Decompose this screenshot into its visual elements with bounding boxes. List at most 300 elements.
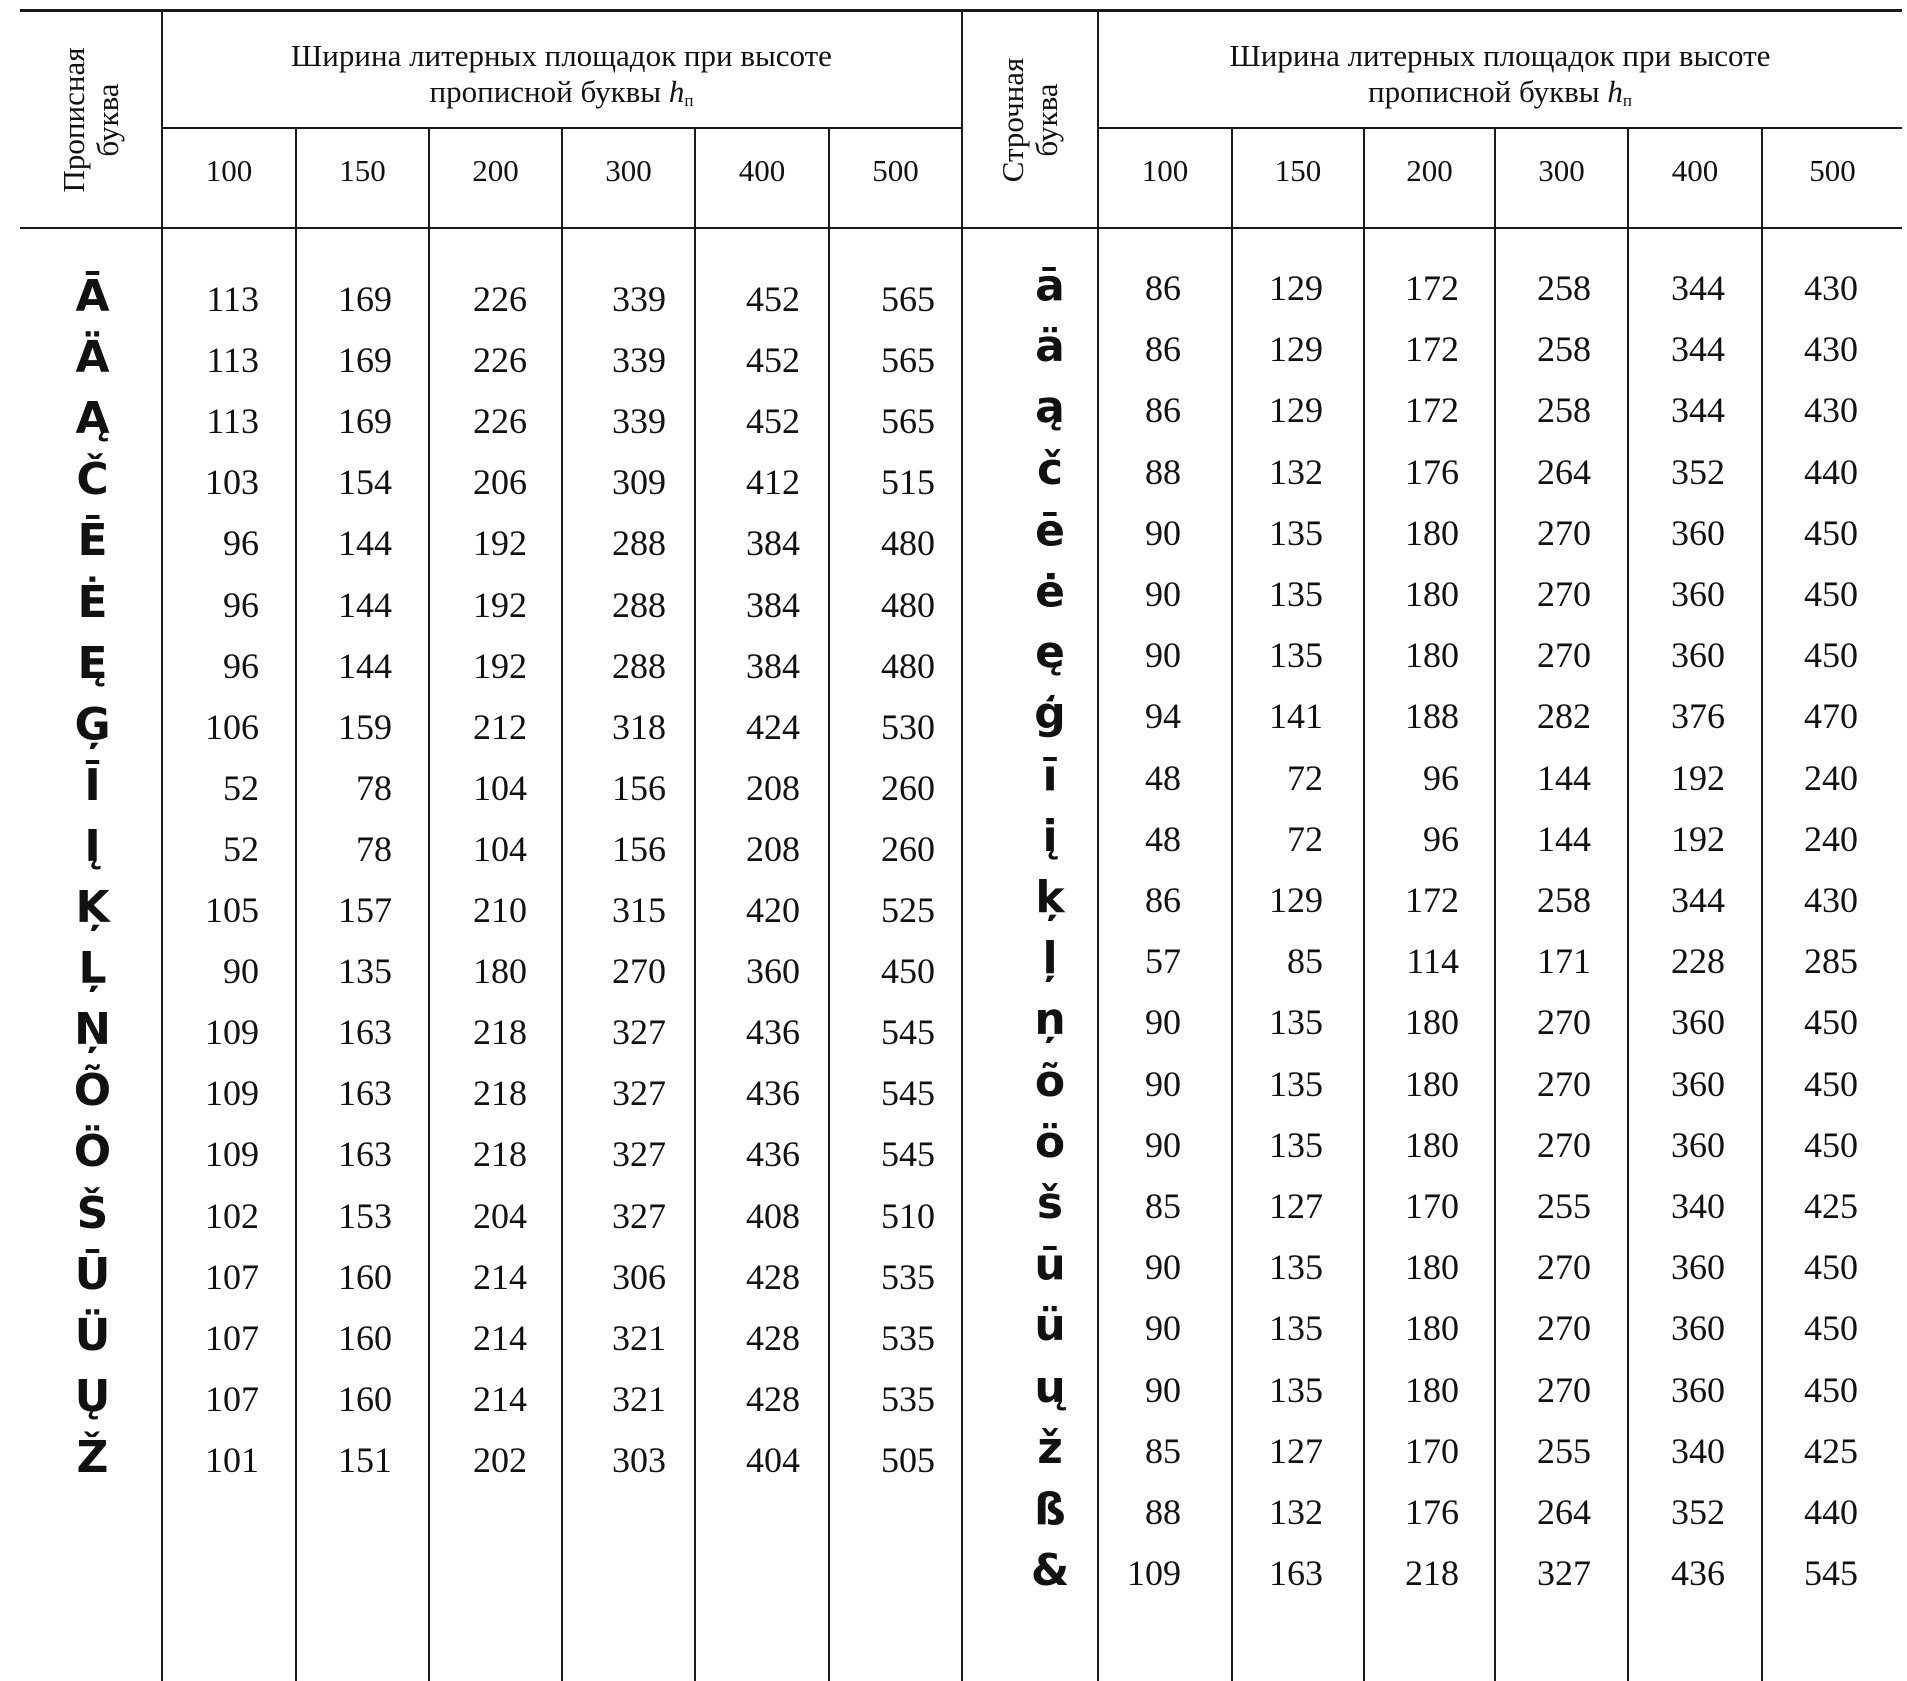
uppercase-width-cell: 78	[356, 828, 392, 869]
uppercase-width-cell: 404	[746, 1439, 800, 1480]
uppercase-width-cell: 339	[612, 340, 666, 381]
lowercase-width-cell: 430	[1804, 268, 1858, 308]
uppercase-width-cell: 428	[746, 1256, 800, 1297]
lowercase-letter: ū	[1034, 1239, 1066, 1291]
uppercase-width-cell: 144	[338, 645, 392, 686]
uppercase-width-cell: 480	[881, 584, 935, 625]
lowercase-width-cell: 180	[1405, 635, 1459, 676]
uppercase-width-cell: 288	[612, 645, 666, 686]
lowercase-width-cell: 436	[1671, 1553, 1725, 1594]
upper-size-header: 200	[472, 153, 519, 188]
lowercase-width-cell: 135	[1269, 1124, 1323, 1165]
lowercase-width-cell: 86	[1145, 268, 1181, 308]
uppercase-width-cell: 428	[746, 1378, 800, 1419]
lowercase-width-cell: 360	[1671, 1369, 1725, 1410]
lowercase-width-cell: 88	[1145, 1492, 1181, 1532]
lowercase-letter: ų	[1034, 1361, 1066, 1413]
lowercase-width-cell: 270	[1537, 1308, 1591, 1349]
lowercase-letter: ę	[1035, 627, 1065, 679]
uppercase-width-cell: 78	[356, 767, 392, 808]
uppercase-letter: Ų	[74, 1370, 111, 1422]
uppercase-width-cell: 157	[338, 890, 392, 930]
uppercase-width-cell: 545	[881, 1134, 935, 1175]
upper-size-header: 150	[339, 153, 386, 188]
uppercase-width-cell: 226	[473, 279, 527, 319]
uppercase-width-cell: 327	[612, 1195, 666, 1236]
lowercase-letter: ķ	[1035, 872, 1065, 923]
uppercase-width-cell: 192	[473, 584, 527, 625]
lowercase-width-cell: 180	[1405, 1063, 1459, 1104]
uppercase-width-cell: 565	[881, 401, 935, 442]
uppercase-width-cell: 510	[881, 1195, 935, 1236]
uppercase-width-cell: 204	[473, 1195, 527, 1236]
uppercase-width-cell: 306	[612, 1256, 666, 1297]
lowercase-width-cell: 144	[1537, 818, 1591, 859]
lowercase-width-cell: 129	[1269, 329, 1323, 370]
lowercase-width-cell: 90	[1145, 1247, 1181, 1288]
lowercase-width-cell: 270	[1537, 574, 1591, 614]
lowercase-letter: č	[1036, 443, 1064, 495]
uppercase-width-cell: 156	[612, 828, 666, 869]
lowercase-width-cell: 360	[1671, 574, 1725, 614]
lowercase-width-cell: 135	[1269, 1002, 1323, 1043]
lowercase-width-cell: 90	[1145, 1063, 1181, 1104]
uppercase-width-cell: 169	[338, 340, 392, 381]
lowercase-width-cell: 270	[1537, 1247, 1591, 1288]
uppercase-width-cell: 169	[338, 401, 392, 442]
lowercase-letter-header: Строчная буква	[995, 57, 1064, 182]
uppercase-width-cell: 113	[206, 401, 259, 442]
lowercase-width-cell: 545	[1804, 1553, 1858, 1594]
lowercase-width-cell: 192	[1671, 818, 1725, 859]
uppercase-width-cell: 104	[473, 767, 527, 808]
section-divider	[961, 9, 963, 1681]
lowercase-width-cell: 450	[1804, 635, 1858, 676]
lowercase-width-cell: 85	[1287, 941, 1323, 982]
lowercase-letter: ž	[1037, 1422, 1063, 1474]
uppercase-width-cell: 545	[881, 1073, 935, 1114]
uppercase-width-cell: 321	[612, 1378, 666, 1419]
lowercase-width-cell: 90	[1145, 1124, 1181, 1165]
uppercase-width-cell: 424	[746, 706, 800, 747]
lowercase-width-cell: 135	[1269, 512, 1323, 553]
uppercase-width-cell: 105	[205, 890, 259, 930]
lowercase-width-cell: 127	[1269, 1430, 1323, 1471]
lowercase-width-cell: 327	[1537, 1553, 1591, 1594]
lowercase-width-cell: 450	[1804, 1308, 1858, 1349]
uppercase-width-cell: 218	[473, 1134, 527, 1175]
lowercase-letter: ą	[1035, 382, 1065, 434]
lowercase-width-cell: 258	[1537, 880, 1591, 920]
uppercase-width-cell: 104	[473, 828, 527, 869]
lowercase-width-cell: 344	[1671, 268, 1725, 308]
lowercase-width-cell: 180	[1405, 1124, 1459, 1165]
uppercase-width-cell: 160	[338, 1317, 392, 1358]
uppercase-width-cell: 288	[612, 584, 666, 625]
lowercase-letter: ß	[1034, 1484, 1066, 1535]
uppercase-width-cell: 480	[881, 645, 935, 686]
uppercase-width-cell: 107	[205, 1378, 259, 1419]
lowercase-width-cell: 360	[1671, 1247, 1725, 1288]
lowercase-width-cell: 72	[1287, 757, 1323, 798]
uppercase-letter: Ö	[73, 1126, 112, 1178]
lowercase-width-cell: 282	[1537, 696, 1591, 737]
lowercase-width-cell: 90	[1145, 574, 1181, 614]
lowercase-letter: ē	[1035, 504, 1065, 556]
lowercase-width-cell: 450	[1804, 1063, 1858, 1104]
lowercase-width-cell: 240	[1804, 757, 1858, 798]
lowercase-width-cell: 425	[1804, 1186, 1858, 1226]
lowercase-width-cell: 180	[1405, 574, 1459, 614]
lowercase-width-cell: 344	[1671, 329, 1725, 370]
lowercase-width-cell: 90	[1145, 512, 1181, 553]
lowercase-width-cell: 170	[1405, 1430, 1459, 1471]
uppercase-width-cell: 218	[473, 1073, 527, 1114]
lowercase-width-cell: 86	[1145, 390, 1181, 431]
lowercase-width-cell: 172	[1405, 268, 1459, 308]
lowercase-width-cell: 72	[1287, 818, 1323, 859]
lowercase-width-cell: 430	[1804, 329, 1858, 370]
lowercase-width-cell: 144	[1537, 757, 1591, 798]
lowercase-width-cell: 344	[1671, 390, 1725, 431]
uppercase-width-cell: 101	[205, 1439, 259, 1480]
lowercase-width-cell: 285	[1804, 941, 1858, 982]
uppercase-width-cell: 113	[206, 340, 259, 381]
uppercase-letter: Ā	[75, 271, 110, 322]
lowercase-width-cell: 340	[1671, 1430, 1725, 1471]
lowercase-width-cell: 258	[1537, 329, 1591, 370]
lowercase-letter: š	[1036, 1178, 1064, 1229]
lowercase-letter: į	[1042, 810, 1058, 862]
lowercase-width-cell: 48	[1145, 757, 1181, 798]
uppercase-width-cell: 208	[746, 767, 800, 808]
uppercase-width-cell: 151	[338, 1439, 392, 1480]
uppercase-width-cell: 218	[473, 1012, 527, 1053]
lowercase-width-cell: 135	[1269, 1063, 1323, 1104]
uppercase-width-cell: 480	[881, 523, 935, 564]
lower-size-header: 100	[1141, 153, 1189, 188]
uppercase-width-cell: 202	[473, 1439, 527, 1480]
lowercase-letter: ü	[1034, 1300, 1066, 1352]
uppercase-width-cell: 154	[338, 462, 392, 503]
uppercase-width-cell: 452	[746, 340, 800, 381]
uppercase-width-cell: 206	[473, 462, 527, 503]
uppercase-width-cell: 208	[746, 828, 800, 869]
lowercase-width-cell: 127	[1269, 1186, 1323, 1226]
uppercase-width-cell: 565	[881, 340, 935, 381]
lowercase-width-cell: 86	[1145, 329, 1181, 370]
uppercase-width-cell: 96	[223, 645, 259, 686]
lowercase-width-cell: 96	[1423, 818, 1459, 859]
lowercase-width-cell: 163	[1269, 1553, 1323, 1594]
uppercase-width-cell: 535	[881, 1378, 935, 1419]
uppercase-width-cell: 144	[338, 584, 392, 625]
lowercase-width-cell: 176	[1405, 1492, 1459, 1532]
lowercase-width-cell: 360	[1671, 512, 1725, 553]
uppercase-width-cell: 103	[205, 462, 259, 503]
lowercase-width-cell: 240	[1804, 818, 1858, 859]
uppercase-letter: Ī	[84, 759, 101, 811]
lowercase-width-cell: 135	[1269, 1247, 1323, 1288]
uppercase-width-cell: 260	[881, 828, 935, 869]
uppercase-width-cell: 160	[338, 1256, 392, 1297]
lowercase-width-cell: 180	[1405, 1002, 1459, 1043]
right-group-title: Ширина литерных площадок при высоте прописной буквы $h_п$	[1229, 38, 1771, 110]
uppercase-letter: Ļ	[78, 943, 107, 995]
uppercase-letter: Į	[84, 820, 101, 872]
uppercase-letter: Š	[76, 1187, 109, 1239]
lower-size-header: 200	[1406, 153, 1453, 188]
lowercase-width-cell: 85	[1145, 1186, 1181, 1226]
lowercase-width-cell: 132	[1269, 451, 1323, 492]
lowercase-width-cell: 360	[1671, 1002, 1725, 1043]
uppercase-width-cell: 159	[338, 706, 392, 747]
upper-size-header: 300	[605, 153, 652, 188]
lowercase-width-cell: 360	[1671, 1124, 1725, 1165]
lowercase-width-cell: 376	[1671, 696, 1725, 737]
uppercase-width-cell: 384	[746, 523, 800, 564]
lowercase-width-cell: 88	[1145, 451, 1181, 492]
lowercase-letter: ī	[1042, 749, 1058, 801]
uppercase-width-cell: 412	[746, 462, 800, 503]
uppercase-width-cell: 96	[223, 523, 259, 564]
lowercase-width-cell: 96	[1423, 757, 1459, 798]
uppercase-letter: Ą	[75, 393, 110, 445]
uppercase-width-cell: 270	[612, 951, 666, 992]
uppercase-width-cell: 545	[881, 1012, 935, 1053]
lowercase-width-cell: 180	[1405, 1369, 1459, 1410]
lowercase-width-cell: 86	[1145, 880, 1181, 920]
uppercase-width-cell: 102	[205, 1195, 259, 1236]
lowercase-width-cell: 188	[1405, 696, 1459, 737]
uppercase-width-cell: 135	[338, 951, 392, 992]
lowercase-width-cell: 135	[1269, 1308, 1323, 1349]
lowercase-letter: ė	[1035, 566, 1065, 617]
lowercase-width-cell: 176	[1405, 451, 1459, 492]
uppercase-width-cell: 327	[612, 1134, 666, 1175]
lowercase-width-cell: 170	[1405, 1186, 1459, 1226]
uppercase-width-cell: 226	[473, 340, 527, 381]
uppercase-width-cell: 420	[746, 890, 800, 930]
lowercase-width-cell: 255	[1537, 1186, 1591, 1226]
lowercase-width-cell: 90	[1145, 1369, 1181, 1410]
uppercase-letter: Ę	[77, 637, 108, 689]
lowercase-width-cell: 270	[1537, 1063, 1591, 1104]
uppercase-width-cell: 535	[881, 1256, 935, 1297]
uppercase-width-cell: 384	[746, 645, 800, 686]
lowercase-letter: ņ	[1034, 994, 1066, 1046]
lowercase-width-cell: 171	[1537, 941, 1591, 982]
lowercase-width-cell: 90	[1145, 635, 1181, 676]
uppercase-width-cell: 436	[746, 1134, 800, 1175]
uppercase-width-cell: 156	[612, 767, 666, 808]
lowercase-width-cell: 114	[1406, 941, 1459, 982]
lowercase-width-cell: 360	[1671, 1308, 1725, 1349]
uppercase-width-cell: 436	[746, 1012, 800, 1053]
lowercase-width-cell: 129	[1269, 268, 1323, 308]
uppercase-width-cell: 169	[338, 279, 392, 319]
uppercase-width-cell: 530	[881, 706, 935, 747]
uppercase-width-cell: 339	[612, 401, 666, 442]
lowercase-width-cell: 109	[1127, 1553, 1181, 1594]
uppercase-width-cell: 315	[612, 890, 666, 930]
lowercase-width-cell: 270	[1537, 635, 1591, 676]
lowercase-width-cell: 172	[1405, 329, 1459, 370]
lowercase-width-cell: 228	[1671, 941, 1725, 982]
lowercase-width-cell: 352	[1671, 1492, 1725, 1532]
lowercase-width-cell: 352	[1671, 451, 1725, 492]
uppercase-width-cell: 408	[746, 1195, 800, 1236]
uppercase-width-cell: 360	[746, 951, 800, 992]
lowercase-width-cell: 258	[1537, 268, 1591, 308]
lower-size-header: 500	[1809, 153, 1856, 188]
lowercase-width-cell: 340	[1671, 1186, 1725, 1226]
lowercase-width-cell: 258	[1537, 390, 1591, 431]
uppercase-width-cell: 109	[205, 1012, 259, 1053]
uppercase-width-cell: 214	[473, 1378, 527, 1419]
uppercase-width-cell: 212	[473, 706, 527, 747]
uppercase-letter: Ē	[77, 515, 108, 567]
right-group-header-rule	[1098, 127, 1902, 129]
lowercase-width-cell: 172	[1405, 880, 1459, 920]
uppercase-letter: Ž	[76, 1431, 109, 1483]
uppercase-width-cell: 52	[223, 828, 259, 869]
lowercase-width-cell: 90	[1145, 1002, 1181, 1043]
lowercase-width-cell: 270	[1537, 1002, 1591, 1043]
lowercase-width-cell: 264	[1537, 1492, 1591, 1532]
uppercase-width-cell: 226	[473, 401, 527, 442]
uppercase-width-cell: 288	[612, 523, 666, 564]
uppercase-width-cell: 153	[338, 1195, 392, 1236]
uppercase-width-cell: 107	[205, 1317, 259, 1358]
uppercase-letter: Ģ	[74, 698, 111, 750]
lowercase-width-cell: 470	[1804, 696, 1858, 737]
lowercase-width-cell: 450	[1804, 1369, 1858, 1410]
lowercase-width-cell: 264	[1537, 451, 1591, 492]
lowercase-width-cell: 129	[1269, 390, 1323, 431]
lowercase-width-cell: 180	[1405, 1247, 1459, 1288]
uppercase-width-cell: 192	[473, 523, 527, 564]
lowercase-width-cell: 135	[1269, 574, 1323, 614]
uppercase-width-cell: 113	[206, 279, 259, 319]
lowercase-width-cell: 450	[1804, 512, 1858, 553]
uppercase-letter-header: Прописная буква	[55, 47, 125, 192]
uppercase-width-cell: 163	[338, 1012, 392, 1053]
uppercase-letter: Č	[76, 454, 109, 506]
lowercase-width-cell: 218	[1405, 1553, 1459, 1594]
uppercase-width-cell: 535	[881, 1317, 935, 1358]
uppercase-letter: Õ	[73, 1065, 112, 1117]
lowercase-width-cell: 135	[1269, 635, 1323, 676]
uppercase-width-cell: 565	[881, 279, 935, 319]
uppercase-letter: Ü	[74, 1309, 111, 1361]
uppercase-width-cell: 321	[612, 1317, 666, 1358]
uppercase-width-cell: 450	[881, 951, 935, 992]
lowercase-width-cell: 270	[1537, 1124, 1591, 1165]
uppercase-letter: Ņ	[74, 1004, 111, 1056]
lowercase-width-cell: 48	[1145, 818, 1181, 859]
uppercase-width-cell: 525	[881, 890, 935, 930]
lowercase-width-cell: 430	[1804, 880, 1858, 920]
uppercase-width-cell: 107	[205, 1256, 259, 1297]
uppercase-width-cell: 436	[746, 1073, 800, 1114]
uppercase-width-cell: 505	[881, 1439, 935, 1480]
lowercase-width-cell: 450	[1804, 1124, 1858, 1165]
uppercase-width-cell: 260	[881, 767, 935, 808]
lowercase-width-cell: 360	[1671, 635, 1725, 676]
lowercase-width-cell: 450	[1804, 1002, 1858, 1043]
lowercase-width-cell: 90	[1145, 1308, 1181, 1349]
lowercase-width-cell: 129	[1269, 880, 1323, 920]
uppercase-width-cell: 210	[473, 890, 527, 930]
uppercase-width-cell: 163	[338, 1134, 392, 1175]
uppercase-width-cell: 106	[205, 706, 259, 747]
lowercase-width-cell: 425	[1804, 1430, 1858, 1471]
uppercase-width-cell: 214	[473, 1256, 527, 1297]
lowercase-width-cell: 255	[1537, 1430, 1591, 1471]
upper-size-header: 100	[205, 153, 253, 188]
lowercase-width-cell: 141	[1269, 696, 1323, 737]
uppercase-letter: Ä	[75, 332, 110, 384]
lower-size-header: 400	[1671, 153, 1719, 188]
uppercase-width-cell: 339	[612, 279, 666, 319]
uppercase-width-cell: 384	[746, 584, 800, 625]
uppercase-width-cell: 180	[473, 951, 527, 992]
lowercase-width-cell: 270	[1537, 512, 1591, 553]
upper-size-header: 400	[738, 153, 786, 188]
uppercase-width-cell: 163	[338, 1073, 392, 1114]
lowercase-letter: õ	[1034, 1055, 1066, 1107]
lowercase-letter: ļ	[1042, 933, 1058, 985]
lowercase-letter: ö	[1034, 1116, 1066, 1168]
upper-size-header: 500	[872, 153, 919, 188]
lowercase-width-cell: 132	[1269, 1492, 1323, 1532]
lowercase-width-cell: 360	[1671, 1063, 1725, 1104]
uppercase-width-cell: 52	[223, 767, 259, 808]
uppercase-letter: Ū	[74, 1248, 111, 1300]
lowercase-width-cell: 344	[1671, 880, 1725, 920]
uppercase-width-cell: 327	[612, 1012, 666, 1053]
lowercase-width-cell: 430	[1804, 390, 1858, 431]
uppercase-width-cell: 309	[612, 462, 666, 503]
lowercase-width-cell: 450	[1804, 1247, 1858, 1288]
lowercase-letter: &	[1030, 1545, 1070, 1597]
lowercase-letter: ģ	[1034, 688, 1066, 740]
uppercase-letter: Ė	[77, 576, 108, 628]
lowercase-width-cell: 94	[1145, 696, 1181, 737]
uppercase-width-cell: 144	[338, 523, 392, 564]
lowercase-width-cell: 270	[1537, 1369, 1591, 1410]
lowercase-width-cell: 135	[1269, 1369, 1323, 1410]
uppercase-width-cell: 327	[612, 1073, 666, 1114]
uppercase-width-cell: 318	[612, 706, 666, 747]
uppercase-width-cell: 109	[205, 1073, 259, 1114]
uppercase-width-cell: 303	[612, 1439, 666, 1480]
uppercase-width-cell: 160	[338, 1378, 392, 1419]
uppercase-width-cell: 452	[746, 401, 800, 442]
uppercase-width-cell: 96	[223, 584, 259, 625]
uppercase-width-cell: 452	[746, 279, 800, 319]
uppercase-width-cell: 214	[473, 1317, 527, 1358]
lower-size-header: 150	[1274, 153, 1322, 188]
lower-size-header: 300	[1538, 153, 1585, 188]
uppercase-width-cell: 192	[473, 645, 527, 686]
lowercase-width-cell: 440	[1804, 451, 1858, 492]
lowercase-width-cell: 180	[1405, 1308, 1459, 1349]
lowercase-letter: ä	[1035, 321, 1065, 373]
lowercase-width-cell: 172	[1405, 390, 1459, 431]
lowercase-width-cell: 450	[1804, 574, 1858, 614]
